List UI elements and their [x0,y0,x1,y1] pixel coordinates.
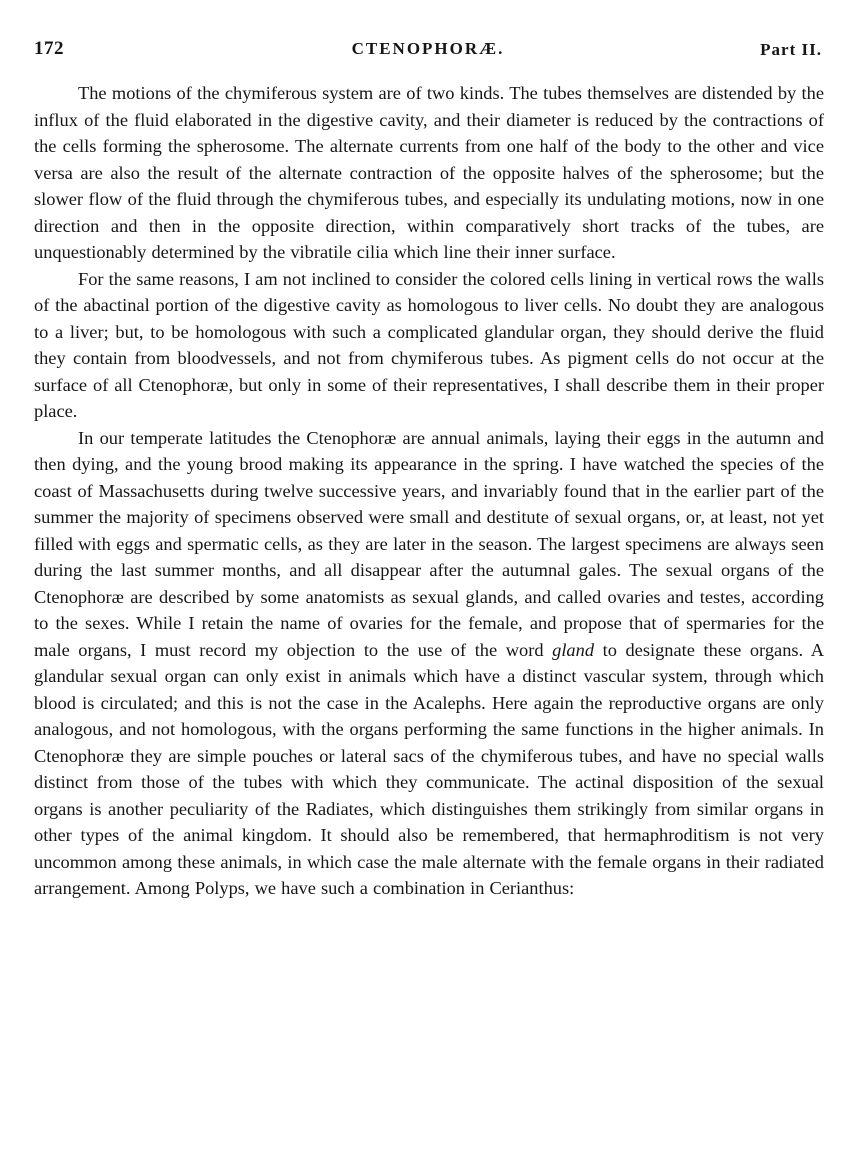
page-number: 172 [34,38,64,59]
part-label: Part II. [760,40,822,59]
page-header [34,38,822,68]
italic-word-gland: gland [552,639,595,660]
body-text [34,80,824,902]
paragraph-colored-cells: For the same reasons, I am not inclined to consider the colored cells lining in vertical rows the walls of the abactinal portion of the digestive cavity as homologous to liver cells. No doubt they are analogous to a liver; but, to be homologous with such a complicated glandular organ, they should derive the fluid they contain from bloodvessels, and not from chymiferous tubes. As pigment cells do not occur at the surface of all Ctenophoræ, but only in some of their representatives, I shall describe them in their proper place. [34,268,824,421]
paragraph-chymiferous-motions: The motions of the chymiferous system are of two kinds. The tubes themselves are distended by the influx of the fluid elaborated in the digestive cavity, and their diameter is reduced by the contractions of the cells forming the spherosome. The alternate currents from one half of the body to the other and vice versa are also the result of the alternate contraction of the opposite halves of the spherosome; but the slower flow of the fluid through the chymiferous tubes, and especially its undulating motions, now in one direction and then in the opposite direction, within comparatively short tracks of the tubes, are unquestionably determined by the vibratile cilia which line their inner surface. [34,83,824,262]
running-title: CTENOPHORÆ. [351,39,505,58]
paragraph-text-before-italic: In our temperate latitudes the Ctenophoræ are annual animals, laying their eggs in the autumn and then dying, and the young brood making its appearance in the spring. I have watched the species of the coast of Massachusetts during twelve successive years, and invariably found that in the earlier part of the summer the majority of specimens observed were small and destitute of sexual organs, or, at least, not yet filled with eggs and spermatic cells, as they are later in the season. The largest specimens are always seen during the last summer months, and all disappear after the autumnal gales. The sexual organs of the Ctenophoræ are described by some anatomists as sexual glands, and called ovaries and testes, according to the sexes. While I retain the name of ovaries for the female, and propose that of spermaries for the male organs, I must record my objection to the use of the word [34,427,824,660]
paragraph-sexual-organs [34,425,824,902]
paragraph-text-after-italic: to designate these organs. A glandular sexual organ can only exist in animals which have a distinct vascular system, through which blood is circulated; and this is not the case in the Acalephs. Here again the reproductive organs are only analogous, and not homologous, with the organs performing the same functions in the higher animals. In Ctenophoræ they are simple pouches or lateral sacs of the chymiferous tubes, and have no special walls distinct from those of the tubes with which they communicate. The actinal disposition of the sexual organs is another peculiarity of the Radiates, which distinguishes them strikingly from similar organs in other types of the animal kingdom. It should also be remembered, that hermaphroditism is not very uncommon among these animals, in which case the male alternate with the female organs in their radiated arrangement. Among Polyps, we have such a combination in Cerianthus: [34,639,824,898]
